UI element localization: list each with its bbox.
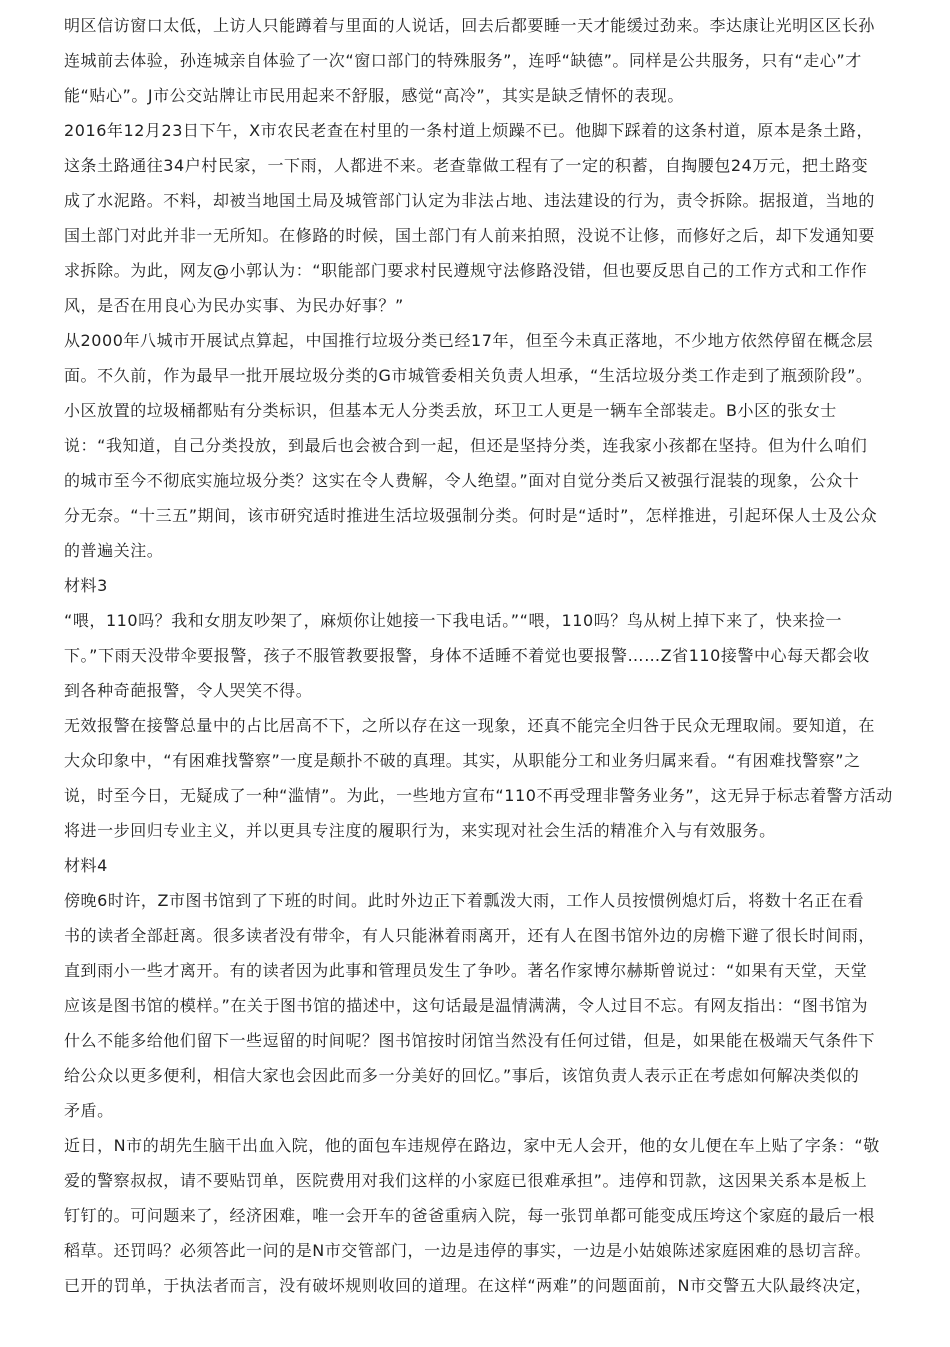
text-line: 说：“我知道，自己分类投放，到最后也会被合到一起，但还是坚持分类，连我家小孩都在坚持。但为什么咱们 (64, 436, 868, 455)
paragraph (64, 708, 900, 848)
text-line: 能“贴心”。J市公交站牌让市民用起来不舒服，感觉“高冷”，其实是缺乏情怀的表现。 (64, 86, 684, 105)
paragraph (64, 323, 900, 568)
text-line: 成了水泥路。不料，却被当地国土局及城管部门认定为非法占地、违法建设的行为，责令拆除。据报道，当地的 (64, 191, 875, 210)
text-line: 直到雨小一些才离开。有的读者因为此事和管理员发生了争吵。著名作家博尔赫斯曾说过：“如果有天堂，天堂 (64, 961, 868, 980)
text-line: 下。”下雨天没带伞要报警，孩子不服管教要报警，身体不适睡不着觉也要报警……Z省110接警中心每天都会收 (64, 646, 870, 665)
text-line: 到各种奇葩报警，令人哭笑不得。 (64, 681, 313, 700)
text-line: 小区放置的垃圾桶都贴有分类标识，但基本无人分类丢放，环卫工人更是一辆车全部装走。B小区的张女士 (64, 401, 837, 420)
text-line: 给公众以更多便利，相信大家也会因此而多一分美好的回忆。”事后，该馆负责人表示正在考虑如何解决类似的 (64, 1066, 860, 1085)
text-line: 这条土路通往34户村民家，一下雨，人都进不来。老查靠做工程有了一定的积蓄，自掏腰包24万元，把土路变 (64, 156, 869, 175)
paragraph (64, 8, 900, 113)
text-line: 大众印象中，“有困难找警察”一度是颠扑不破的真理。其实，从职能分工和业务归属来看。“有困难找警察”之 (64, 751, 861, 770)
text-line: 分无奈。“十三五”期间，该市研究适时推进生活垃圾强制分类。何时是“适时”，怎样推进，引起环保人士及公众 (64, 506, 878, 525)
text-line: 稻草。还罚吗？必须答此一问的是N市交管部门，一边是违停的事实，一边是小姑娘陈述家庭困难的恳切言辞。 (64, 1241, 871, 1260)
material-heading: 材料3 (64, 576, 108, 595)
text-line: 说，时至今日，无疑成了一种“滥情”。为此，一些地方宣布“110不再受理非警务业务”，这无异于标志着警方活动 (64, 786, 893, 805)
material-heading: 材料4 (64, 856, 108, 875)
text-line: 已开的罚单，于执法者而言，没有破坏规则收回的道理。在这样“两难”的问题面前，N市交警五大队最终决定， (64, 1276, 873, 1295)
text-line: 无效报警在接警总量中的占比居高不下，之所以存在这一现象，还真不能完全归咎于民众无理取闹。要知道，在 (64, 716, 875, 735)
text-line: 从2000年八城市开展试点算起，中国推行垃圾分类已经17年，但至今未真正落地，不少地方依然停留在概念层 (64, 331, 874, 350)
text-line: 的普遍关注。 (64, 541, 164, 560)
text-line: 钉钉的。可问题来了，经济困难，唯一会开车的爸爸重病入院，每一张罚单都可能变成压垮这个家庭的最后一根 (64, 1206, 875, 1225)
paragraph (64, 113, 900, 323)
text-line: 什么不能多给他们留下一些逗留的时间呢？图书馆按时闭馆当然没有任何过错，但是，如果能在极端天气条件下 (64, 1031, 875, 1050)
text-line: 将进一步回归专业主义，并以更具专注度的履职行为，来实现对社会生活的精准介入与有效服务。 (64, 821, 776, 840)
document-body (64, 8, 900, 1303)
text-line: 应该是图书馆的模样。”在关于图书馆的描述中，这句话最是温情满满，令人过目不忘。有网友指出：“图书馆为 (64, 996, 869, 1015)
paragraph (64, 883, 900, 1128)
text-line: “喂，110吗？我和女朋友吵架了，麻烦你让她接一下我电话。”“喂，110吗？鸟从树上掉下来了，快来捡一 (64, 611, 842, 630)
text-line: 的城市至今不彻底实施垃圾分类？这实在令人费解，令人绝望。”面对自觉分类后又被强行混装的现象，公众十 (64, 471, 860, 490)
text-line: 明区信访窗口太低，上访人只能蹲着与里面的人说话，回去后都要睡一天才能缓过劲来。李达康让光明区区长孙 (64, 16, 875, 35)
text-line: 矛盾。 (64, 1101, 114, 1120)
text-line: 连城前去体验，孙连城亲自体验了一次“窗口部门的特殊服务”，连呼“缺德”。同样是公共服务，只有“走心”才 (64, 51, 862, 70)
text-line: 爱的警察叔叔，请不要贴罚单，医院费用对我们这样的小家庭已很难承担”。违停和罚款，这因果关系本是板上 (64, 1171, 868, 1190)
text-line: 2016年12月23日下午，X市农民老查在村里的一条村道上烦躁不已。他脚下踩着的这条村道，原本是条土路， (64, 121, 873, 140)
text-line: 面。不久前，作为最早一批开展垃圾分类的G市城管委相关负责人坦承，“生活垃圾分类工作走到了瓶颈阶段”。 (64, 366, 873, 385)
text-line: 国土部门对此并非一无所知。在修路的时候，国土部门有人前来拍照，没说不让修，而修好之后，却下发通知要 (64, 226, 875, 245)
text-line: 近日，N市的胡先生脑干出血入院，他的面包车违规停在路边，家中无人会开，他的女儿便在车上贴了字条：“敬 (64, 1136, 880, 1155)
paragraph (64, 1128, 900, 1303)
text-line: 书的读者全部赶离。很多读者没有带伞，有人只能淋着雨离开，还有人在图书馆外边的房檐下避了很长时间雨， (64, 926, 875, 945)
text-line: 风，是否在用良心为民办实事、为民办好事？” (64, 296, 404, 315)
paragraph (64, 603, 900, 708)
text-line: 傍晚6时许，Z市图书馆到了下班的时间。此时外边正下着瓢泼大雨，工作人员按惯例熄灯后，将数十名正在看 (64, 891, 865, 910)
text-line: 求拆除。为此，网友@小郭认为：“职能部门要求村民遵规守法修路没错，但也要反思自己的工作方式和工作作 (64, 261, 868, 280)
